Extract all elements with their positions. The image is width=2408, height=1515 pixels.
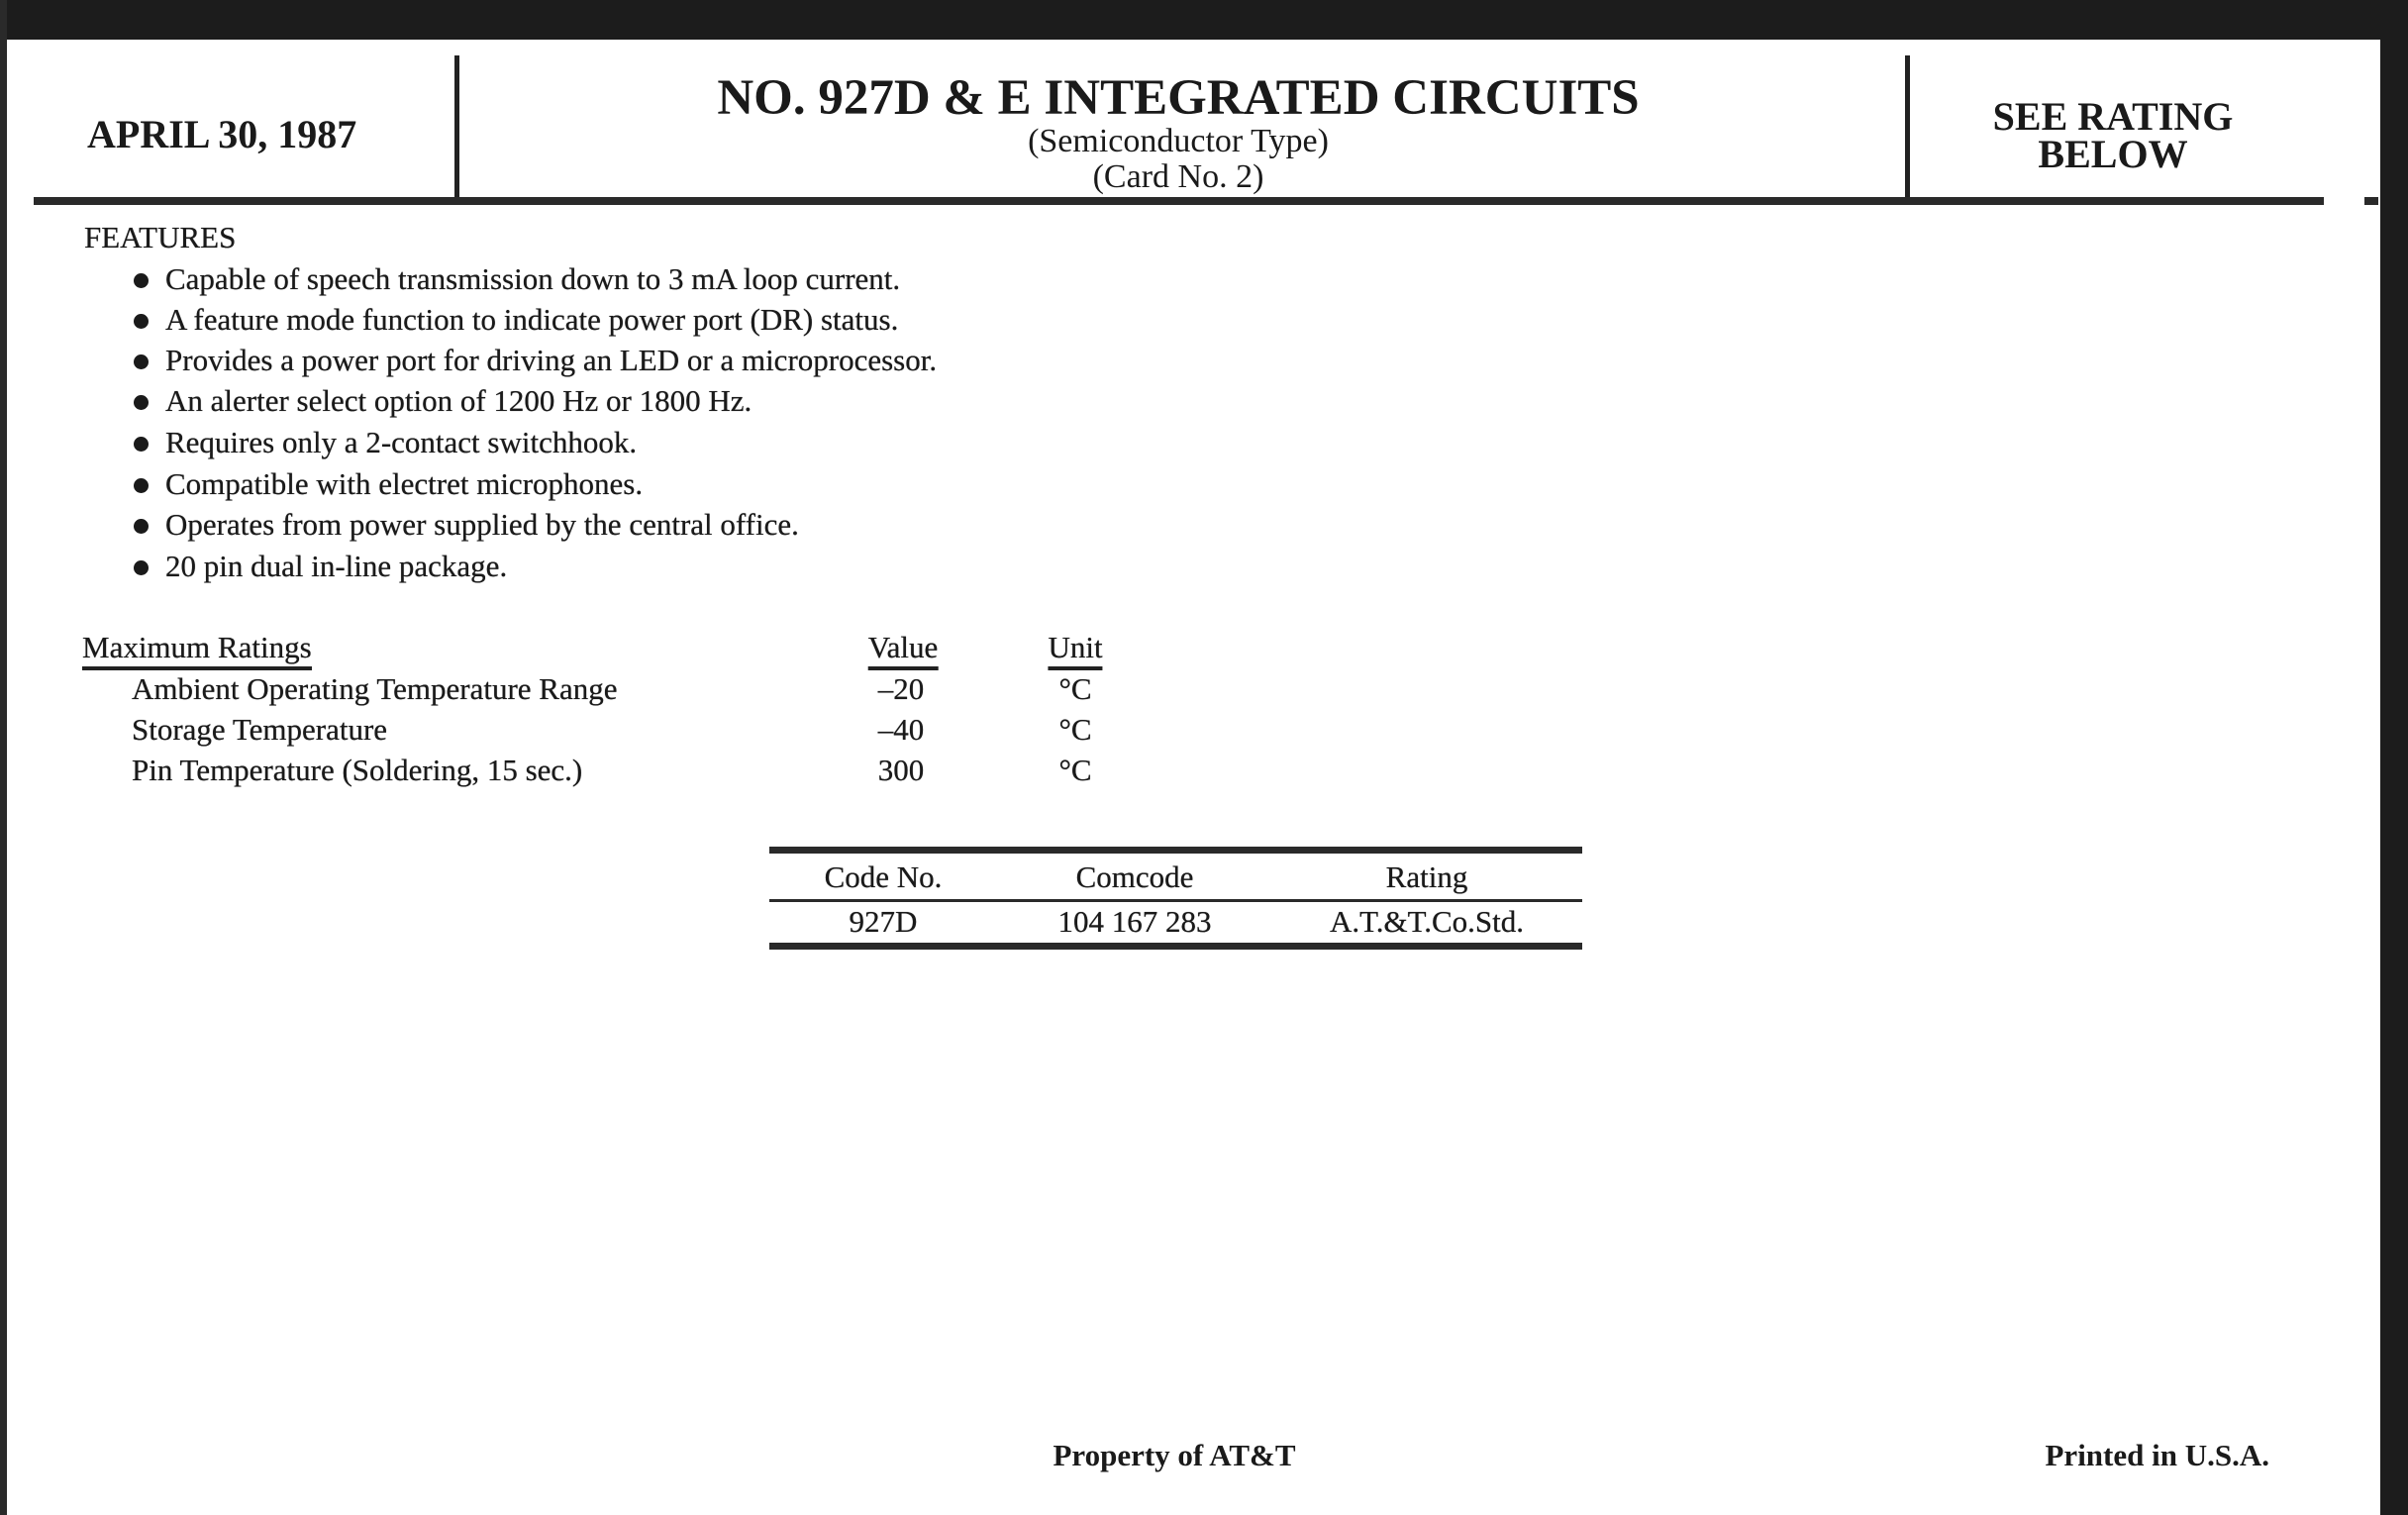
value-column-header: Value: [868, 630, 939, 670]
feature-item: 20 pin dual in-line package.: [165, 549, 508, 583]
ratings-heading: Maximum Ratings: [82, 630, 312, 670]
feature-item: Requires only a 2-contact switchhook.: [165, 425, 638, 459]
table-header-code: Code No.: [824, 859, 943, 894]
bullet-icon: [134, 273, 149, 288]
rating-unit: °C: [1058, 712, 1092, 747]
table-header-comcode: Comcode: [1075, 859, 1194, 894]
rating-label: Pin Temperature (Soldering, 15 sec.): [132, 753, 583, 787]
page-title: NO. 927D & E INTEGRATED CIRCUITS: [717, 70, 1640, 126]
subtitle: (Semiconductor Type): [1028, 123, 1329, 159]
scan-border-left: [0, 0, 7, 1515]
feature-item: Provides a power port for driving an LED or a microprocessor.: [165, 343, 938, 377]
bullet-icon: [134, 560, 149, 575]
rating-label: Ambient Operating Temperature Range: [132, 671, 618, 706]
unit-column-header: Unit: [1048, 630, 1102, 670]
feature-item: Operates from power supplied by the central office.: [165, 507, 799, 542]
bullet-icon: [134, 395, 149, 410]
table-cell-rating: A.T.&T.Co.Std.: [1329, 904, 1525, 939]
feature-item: A feature mode function to indicate power port (DR) status.: [165, 302, 899, 337]
rating-unit: °C: [1058, 753, 1092, 787]
rating-value: 300: [877, 753, 925, 787]
bullet-icon: [134, 478, 149, 493]
rating-note-line1: SEE RATING: [1992, 94, 2234, 139]
features-heading: FEATURES: [84, 220, 237, 254]
header-divider-right: [1905, 55, 1910, 201]
header-rule: [34, 197, 2324, 205]
table-cell-comcode: 104 167 283: [1057, 904, 1212, 939]
table-cell-code: 927D: [849, 904, 918, 939]
card-number: (Card No. 2): [1092, 158, 1264, 195]
feature-item: An alerter select option of 1200 Hz or 1800 Hz.: [165, 383, 752, 418]
table-top-rule: [769, 847, 1582, 854]
header-rule-fragment: [2364, 197, 2378, 205]
table-bottom-rule: [769, 943, 1582, 950]
bullet-icon: [134, 354, 149, 369]
bullet-icon: [134, 437, 149, 452]
table-mid-rule: [769, 899, 1582, 902]
header-divider-left: [454, 55, 459, 201]
rating-unit: °C: [1058, 671, 1092, 706]
table-header-rating: Rating: [1385, 859, 1468, 894]
scan-border-right: [2380, 0, 2408, 1515]
feature-item: Capable of speech transmission down to 3 mA loop current.: [165, 261, 901, 296]
scan-border-top: [0, 0, 2408, 40]
bullet-icon: [134, 519, 149, 534]
rating-value: –40: [877, 712, 925, 747]
bullet-icon: [134, 314, 149, 329]
rating-note-line2: BELOW: [2038, 132, 2188, 176]
feature-item: Compatible with electret microphones.: [165, 466, 644, 501]
footer-printed: Printed in U.S.A.: [2045, 1438, 2269, 1472]
footer-property: Property of AT&T: [1053, 1438, 1296, 1472]
rating-value: –20: [877, 671, 925, 706]
rating-label: Storage Temperature: [132, 712, 388, 747]
card-date: APRIL 30, 1987: [87, 112, 357, 156]
